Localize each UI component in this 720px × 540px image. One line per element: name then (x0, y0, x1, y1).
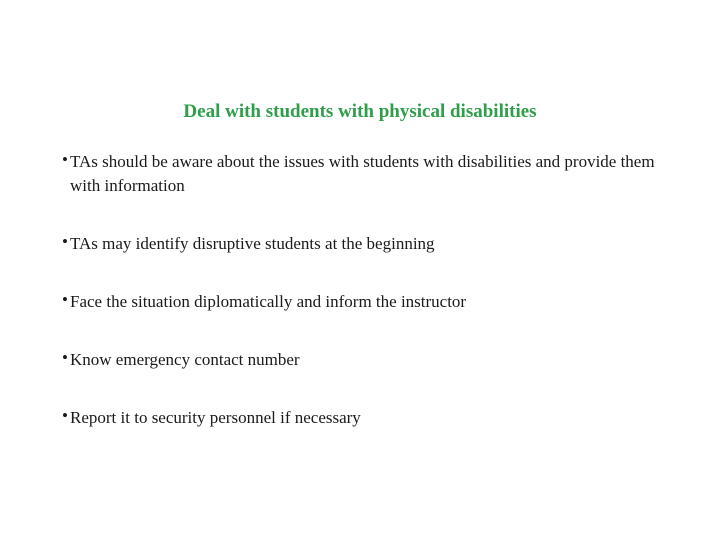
slide-title: Deal with students with physical disabilities (183, 101, 537, 122)
bullet-text: TAs may identify disruptive students at the beginning (70, 234, 435, 253)
bullet-text: TAs should be aware about the issues with students with disabilities and provide them with information (70, 152, 655, 195)
bullet-item (62, 150, 662, 198)
bullet-dot-icon: • (62, 348, 68, 367)
bullet-dot-icon: • (62, 406, 68, 425)
bullet-dot-icon: • (62, 232, 68, 251)
bullet-text: Know emergency contact number (70, 350, 300, 369)
bullet-item (62, 290, 662, 314)
bullet-dot-icon: • (62, 290, 68, 309)
bullet-item (62, 232, 662, 256)
bullet-item (62, 406, 662, 430)
bullet-text: Face the situation diplomatically and inform the instructor (70, 292, 467, 311)
bullet-item (62, 348, 662, 372)
bullet-dot-icon: • (62, 150, 68, 169)
bullet-text: Report it to security personnel if necessary (70, 408, 361, 427)
